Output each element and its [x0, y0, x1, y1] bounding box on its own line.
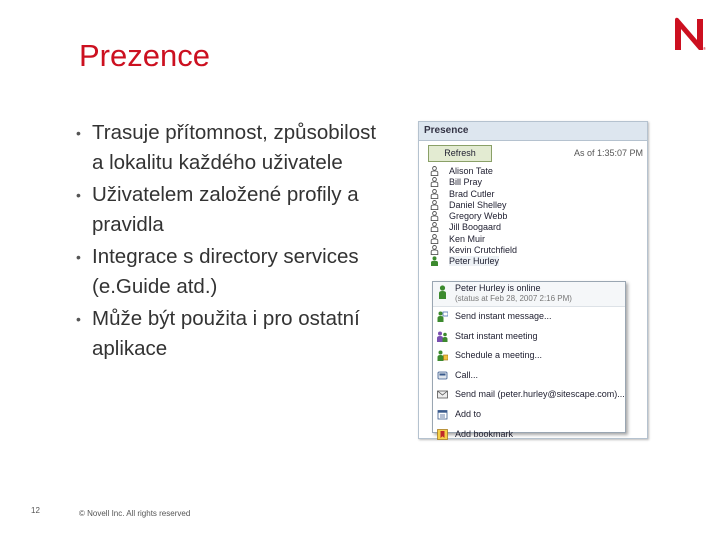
user-list — [427, 166, 517, 268]
menu-item[interactable] — [433, 385, 625, 405]
copyright-footer: © Novell Inc. All rights reserved — [79, 509, 191, 518]
menu-item-label: Send instant message... — [455, 311, 552, 321]
bullet-item: • Integrace s directory services (e.Guide atd.) — [76, 245, 359, 298]
bullet-item: • Může být použita i pro ostatní aplikace — [76, 307, 360, 360]
bullet-list — [76, 118, 386, 366]
phone-icon — [437, 370, 448, 381]
bullet-text: Trasuje přítomnost, způsobilost a lokalitu každého uživatele — [92, 121, 377, 174]
person-outline-icon — [430, 166, 439, 176]
bullet-item: • Uživatelem založené profily a pravidla — [76, 183, 359, 236]
bullet-item: • Trasuje přítomnost, způsobilost a lokalitu každého uživatele — [76, 121, 377, 174]
as-of-timestamp: As of 1:35:07 PM — [573, 148, 643, 158]
bookmark-icon — [437, 429, 448, 440]
calendar-meeting-icon — [437, 350, 448, 361]
popup-menu — [433, 307, 625, 444]
bullet-text: Integrace s directory services (e.Guide atd.) — [92, 245, 359, 298]
person-outline-icon — [430, 200, 439, 210]
person-online-icon — [430, 256, 439, 266]
meeting-icon — [437, 331, 448, 342]
novell-logo — [672, 16, 706, 52]
menu-item-label: Add bookmark — [455, 428, 514, 439]
bullet-text: Uživatelem založené profily a pravidla — [92, 183, 359, 236]
person-outline-icon — [430, 177, 439, 187]
user-name: Alison Tate — [449, 166, 493, 176]
user-list-item[interactable] — [427, 245, 517, 256]
menu-item-label: Schedule a meeting... — [455, 350, 543, 361]
user-list-item[interactable] — [427, 166, 517, 177]
user-name: Daniel Shelley — [449, 199, 507, 210]
person-outline-icon — [430, 189, 439, 199]
popup-header — [433, 282, 625, 307]
refresh-button[interactable]: Refresh — [428, 145, 492, 162]
menu-item-label: Start instant meeting — [455, 330, 538, 341]
user-list-item[interactable] — [427, 189, 517, 200]
user-name: Brad Cutler — [449, 188, 495, 199]
person-outline-icon — [430, 222, 439, 232]
panel-toolbar — [419, 142, 647, 164]
popup-status: (status at Feb 28, 2007 2:16 PM) — [455, 294, 572, 303]
user-list-item[interactable] — [427, 211, 517, 222]
bullet-text: Může být použita i pro ostatní aplikace — [92, 307, 360, 360]
person-online-icon — [438, 285, 447, 299]
user-list-item[interactable] — [427, 222, 517, 233]
person-outline-icon — [430, 234, 439, 244]
menu-item[interactable] — [433, 425, 625, 445]
chat-icon — [437, 311, 448, 322]
menu-item[interactable] — [433, 307, 625, 327]
user-name: Ken Muir — [449, 233, 486, 244]
svg-text:®: ® — [703, 46, 706, 51]
slide-title: Prezence — [79, 38, 210, 73]
menu-item-label: Send mail (peter.hurley@sitescape.com)... — [455, 389, 625, 400]
menu-item[interactable] — [433, 346, 625, 366]
menu-item-label: Call... — [455, 369, 479, 380]
person-outline-icon — [430, 245, 439, 255]
user-name: Bill Pray — [449, 177, 483, 188]
menu-item-label: Add to — [455, 408, 482, 419]
menu-item[interactable] — [433, 405, 625, 425]
person-outline-icon — [430, 211, 439, 221]
user-list-item[interactable] — [427, 200, 517, 211]
add-calendar-icon — [437, 409, 448, 420]
user-context-menu — [432, 281, 626, 439]
panel-header: Presence — [419, 122, 647, 141]
popup-user-name: Peter Hurley is online — [455, 283, 541, 293]
user-list-item[interactable] — [427, 256, 517, 267]
mail-icon — [437, 389, 448, 400]
user-name: Peter Hurley — [449, 256, 500, 267]
menu-item[interactable] — [433, 366, 625, 386]
user-name: Jill Boogaard — [449, 222, 502, 233]
user-name: Kevin Crutchfield — [449, 245, 518, 256]
user-list-item[interactable] — [427, 234, 517, 245]
user-name: Gregory Webb — [449, 211, 508, 222]
page-number: 12 — [31, 506, 40, 515]
menu-item[interactable] — [433, 327, 625, 347]
user-list-item[interactable] — [427, 177, 517, 188]
